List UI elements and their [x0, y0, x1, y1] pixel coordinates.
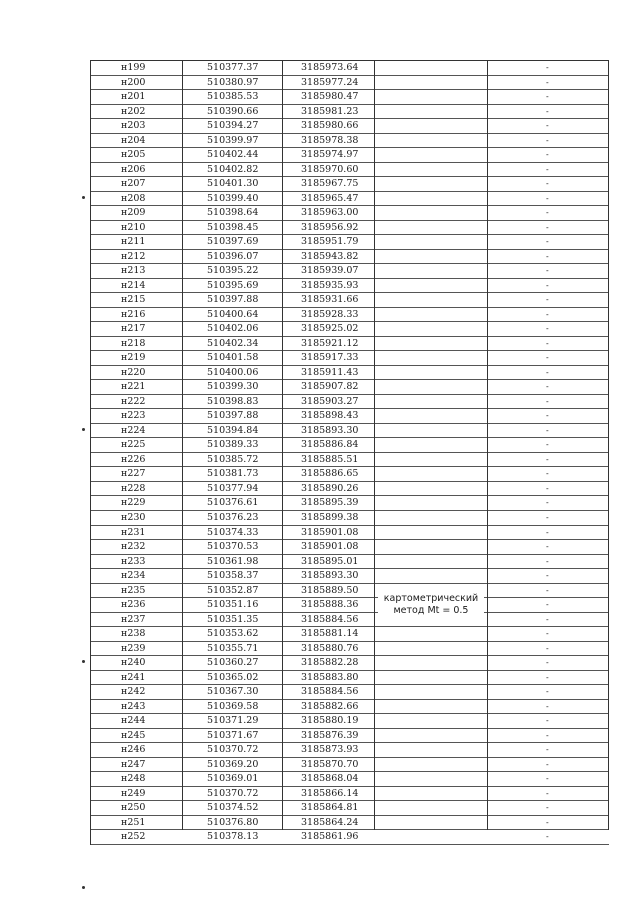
x-coordinate-cell: 510398.83	[207, 395, 259, 407]
mark-cell: -	[546, 309, 549, 319]
x-coordinate-cell: 510395.69	[207, 279, 259, 291]
punch-mark	[82, 196, 85, 199]
table-row	[91, 700, 609, 715]
point-id-cell: н248	[121, 773, 146, 785]
x-coordinate-cell: 510380.97	[207, 76, 259, 88]
mark-cell: -	[546, 266, 549, 276]
mark-cell: -	[546, 759, 549, 769]
x-coordinate-cell: 510400.64	[207, 308, 259, 320]
y-coordinate-cell: 3185882.66	[301, 700, 359, 712]
x-coordinate-cell: 510371.29	[207, 715, 259, 727]
point-id-cell: н219	[121, 352, 146, 364]
x-coordinate-cell: 510367.30	[207, 686, 259, 698]
x-coordinate-cell: 510399.30	[207, 381, 259, 393]
y-coordinate-cell: 3185980.66	[301, 120, 359, 132]
point-id-cell: н232	[121, 541, 146, 553]
mark-cell: -	[546, 367, 549, 377]
mark-cell: -	[546, 701, 549, 711]
point-id-cell: н206	[121, 163, 146, 175]
point-id-cell: н220	[121, 366, 146, 378]
y-coordinate-cell: 3185886.84	[301, 439, 359, 451]
x-coordinate-cell: 510377.37	[207, 62, 259, 73]
x-coordinate-cell: 510369.01	[207, 773, 259, 785]
x-coordinate-cell: 510397.88	[207, 294, 259, 306]
y-coordinate-cell: 3185951.79	[301, 236, 359, 248]
point-id-cell: н222	[121, 395, 146, 407]
y-coordinate-cell: 3185973.64	[301, 62, 359, 73]
x-coordinate-cell: 510390.66	[207, 105, 259, 117]
point-id-cell: н229	[121, 497, 146, 509]
mark-cell: -	[546, 324, 549, 334]
table-row	[91, 148, 609, 163]
table-row	[91, 729, 609, 744]
point-id-cell: н244	[121, 715, 146, 727]
point-id-cell: н208	[121, 192, 146, 204]
table-row	[91, 380, 609, 395]
x-coordinate-cell: 510394.27	[207, 120, 259, 132]
y-coordinate-cell: 3185978.38	[301, 134, 359, 146]
point-id-cell: н245	[121, 729, 146, 741]
point-id-cell: н218	[121, 337, 146, 349]
point-id-cell: н226	[121, 453, 146, 465]
method-line-1: картометрический	[383, 593, 479, 604]
y-coordinate-cell: 3185963.00	[301, 207, 359, 219]
y-coordinate-cell: 3185907.82	[301, 381, 359, 393]
table-row	[91, 192, 609, 207]
table-row	[91, 656, 609, 671]
y-coordinate-cell: 3185895.39	[301, 497, 359, 509]
table-row	[91, 801, 609, 816]
mark-cell: -	[546, 237, 549, 247]
point-id-cell: н250	[121, 802, 146, 814]
x-coordinate-cell: 510355.71	[207, 642, 259, 654]
point-id-cell: н240	[121, 657, 146, 669]
mark-cell: -	[546, 382, 549, 392]
mark-cell: -	[546, 600, 549, 610]
column-divider	[374, 60, 375, 830]
x-coordinate-cell: 510376.61	[207, 497, 259, 509]
mark-cell: -	[546, 571, 549, 581]
column-divider	[282, 60, 283, 830]
point-id-cell: н249	[121, 787, 146, 799]
mark-cell: -	[546, 774, 549, 784]
table-row	[91, 279, 609, 294]
table-row	[91, 816, 609, 831]
mark-cell: -	[546, 411, 549, 421]
point-id-cell: н239	[121, 642, 146, 654]
point-id-cell: н202	[121, 105, 146, 117]
point-id-cell: н205	[121, 149, 146, 161]
x-coordinate-cell: 510402.82	[207, 163, 259, 175]
y-coordinate-cell: 3185866.14	[301, 787, 359, 799]
mark-cell: -	[546, 251, 549, 261]
y-coordinate-cell: 3185928.33	[301, 308, 359, 320]
x-coordinate-cell: 510398.45	[207, 221, 259, 233]
table-row	[91, 250, 609, 265]
mark-cell: -	[546, 454, 549, 464]
table-row	[91, 322, 609, 337]
y-coordinate-cell: 3185898.43	[301, 410, 359, 422]
y-coordinate-cell: 3185911.43	[301, 366, 359, 378]
y-coordinate-cell: 3185883.80	[301, 671, 359, 683]
point-id-cell: н234	[121, 570, 146, 582]
table-row	[91, 467, 609, 482]
x-coordinate-cell: 510351.35	[207, 613, 259, 625]
y-coordinate-cell: 3185977.24	[301, 76, 359, 88]
point-id-cell: н207	[121, 178, 146, 190]
y-coordinate-cell: 3185880.76	[301, 642, 359, 654]
y-coordinate-cell: 3185870.70	[301, 758, 359, 770]
mark-cell: -	[546, 208, 549, 218]
point-id-cell: н221	[121, 381, 146, 393]
point-id-cell: н252	[121, 831, 146, 843]
mark-cell: -	[546, 832, 549, 842]
x-coordinate-cell: 510396.07	[207, 250, 259, 262]
y-coordinate-cell: 3185917.33	[301, 352, 359, 364]
table-row	[91, 758, 609, 773]
mark-cell: -	[546, 643, 549, 653]
y-coordinate-cell: 3185885.51	[301, 453, 359, 465]
point-id-cell: н251	[121, 816, 146, 828]
mark-cell: -	[546, 745, 549, 755]
y-coordinate-cell: 3185876.39	[301, 729, 359, 741]
table-row	[91, 642, 609, 657]
y-coordinate-cell: 3185893.30	[301, 424, 359, 436]
point-id-cell: н224	[121, 424, 146, 436]
y-coordinate-cell: 3185895.01	[301, 555, 359, 567]
x-coordinate-cell: 510374.52	[207, 802, 259, 814]
point-id-cell: н228	[121, 482, 146, 494]
table-row	[91, 714, 609, 729]
y-coordinate-cell: 3185931.66	[301, 294, 359, 306]
y-coordinate-cell: 3185899.38	[301, 511, 359, 523]
y-coordinate-cell: 3185886.65	[301, 468, 359, 480]
point-id-cell: н241	[121, 671, 146, 683]
mark-cell: -	[546, 803, 549, 813]
x-coordinate-cell: 510370.72	[207, 744, 259, 756]
mark-cell: -	[546, 817, 549, 827]
y-coordinate-cell: 3185890.26	[301, 482, 359, 494]
mark-cell: -	[546, 730, 549, 740]
mark-cell: -	[546, 396, 549, 406]
y-coordinate-cell: 3185873.93	[301, 744, 359, 756]
x-coordinate-cell: 510369.20	[207, 758, 259, 770]
mark-cell: -	[546, 280, 549, 290]
x-coordinate-cell: 510394.84	[207, 424, 259, 436]
point-id-cell: н204	[121, 134, 146, 146]
table-row	[91, 119, 609, 134]
table-row	[91, 584, 609, 599]
mark-cell: -	[546, 469, 549, 479]
point-id-cell: н246	[121, 744, 146, 756]
y-coordinate-cell: 3185864.24	[301, 816, 359, 828]
table-row	[91, 482, 609, 497]
x-coordinate-cell: 510400.06	[207, 366, 259, 378]
table-row	[91, 438, 609, 453]
x-coordinate-cell: 510401.58	[207, 352, 259, 364]
mark-cell: -	[546, 440, 549, 450]
x-coordinate-cell: 510397.69	[207, 236, 259, 248]
table-row	[91, 540, 609, 555]
table-row	[91, 830, 609, 845]
table-row	[91, 743, 609, 758]
y-coordinate-cell: 3185868.04	[301, 773, 359, 785]
mark-cell: -	[546, 527, 549, 537]
method-line-2: метод Mt = 0.5	[393, 605, 469, 616]
y-coordinate-cell: 3185967.75	[301, 178, 359, 190]
table-row	[91, 598, 609, 613]
mark-cell: -	[546, 353, 549, 363]
table-row	[91, 337, 609, 352]
table-row	[91, 61, 609, 76]
table-row	[91, 555, 609, 570]
mark-cell: -	[546, 150, 549, 160]
y-coordinate-cell: 3185901.08	[301, 526, 359, 538]
point-id-cell: н233	[121, 555, 146, 567]
table-row	[91, 264, 609, 279]
table-row	[91, 424, 609, 439]
y-coordinate-cell: 3185939.07	[301, 265, 359, 277]
x-coordinate-cell: 510398.64	[207, 207, 259, 219]
table-row	[91, 134, 609, 149]
point-id-cell: н210	[121, 221, 146, 233]
x-coordinate-cell: 510399.97	[207, 134, 259, 146]
y-coordinate-cell: 3185974.97	[301, 149, 359, 161]
mark-cell: -	[546, 788, 549, 798]
point-id-cell: н214	[121, 279, 146, 291]
point-id-cell: н243	[121, 700, 146, 712]
table-row	[91, 351, 609, 366]
column-divider	[182, 60, 183, 830]
mark-cell: -	[546, 483, 549, 493]
point-id-cell: н238	[121, 628, 146, 640]
column-divider	[608, 60, 609, 830]
point-id-cell: н203	[121, 120, 146, 132]
mark-cell: -	[546, 338, 549, 348]
x-coordinate-cell: 510360.27	[207, 657, 259, 669]
x-coordinate-cell: 510370.72	[207, 787, 259, 799]
point-id-cell: н209	[121, 207, 146, 219]
table-row	[91, 90, 609, 105]
point-id-cell: н227	[121, 468, 146, 480]
point-id-cell: н247	[121, 758, 146, 770]
table-row	[91, 177, 609, 192]
mark-cell: -	[546, 687, 549, 697]
y-coordinate-cell: 3185882.28	[301, 657, 359, 669]
table-row	[91, 76, 609, 91]
point-id-cell: н199	[121, 62, 146, 73]
x-coordinate-cell: 510376.80	[207, 816, 259, 828]
point-id-cell: н217	[121, 323, 146, 335]
point-id-cell: н212	[121, 250, 146, 262]
punch-mark	[82, 428, 85, 431]
x-coordinate-cell: 510402.44	[207, 149, 259, 161]
point-id-cell: н230	[121, 511, 146, 523]
mark-cell: -	[546, 193, 549, 203]
table-row	[91, 163, 609, 178]
x-coordinate-cell: 510353.62	[207, 628, 259, 640]
mark-cell: -	[546, 629, 549, 639]
table-row	[91, 235, 609, 250]
x-coordinate-cell: 510397.88	[207, 410, 259, 422]
x-coordinate-cell: 510361.98	[207, 555, 259, 567]
method-note	[378, 593, 484, 617]
table-row	[91, 293, 609, 308]
table-row	[91, 395, 609, 410]
y-coordinate-cell: 3185884.56	[301, 613, 359, 625]
point-id-cell: н213	[121, 265, 146, 277]
coordinates-table	[90, 60, 609, 845]
mark-cell: -	[546, 425, 549, 435]
point-id-cell: н211	[121, 236, 146, 248]
x-coordinate-cell: 510374.33	[207, 526, 259, 538]
point-id-cell: н242	[121, 686, 146, 698]
y-coordinate-cell: 3185925.02	[301, 323, 359, 335]
table-row	[91, 787, 609, 802]
x-coordinate-cell: 510365.02	[207, 671, 259, 683]
mark-cell: -	[546, 135, 549, 145]
x-coordinate-cell: 510395.22	[207, 265, 259, 277]
mark-cell: -	[546, 585, 549, 595]
mark-cell: -	[546, 164, 549, 174]
point-id-cell: н237	[121, 613, 146, 625]
point-id-cell: н216	[121, 308, 146, 320]
mark-cell: -	[546, 556, 549, 566]
mark-cell: -	[546, 512, 549, 522]
table-row	[91, 671, 609, 686]
x-coordinate-cell: 510385.53	[207, 91, 259, 103]
point-id-cell: н235	[121, 584, 146, 596]
table-row	[91, 496, 609, 511]
table-row	[91, 627, 609, 642]
point-id-cell: н201	[121, 91, 146, 103]
x-coordinate-cell: 510377.94	[207, 482, 259, 494]
y-coordinate-cell: 3185861.96	[301, 831, 359, 843]
y-coordinate-cell: 3185965.47	[301, 192, 359, 204]
table-row	[91, 526, 609, 541]
x-coordinate-cell: 510369.58	[207, 700, 259, 712]
y-coordinate-cell: 3185864.81	[301, 802, 359, 814]
mark-cell: -	[546, 222, 549, 232]
y-coordinate-cell: 3185981.23	[301, 105, 359, 117]
x-coordinate-cell: 510358.37	[207, 570, 259, 582]
table-row	[91, 685, 609, 700]
y-coordinate-cell: 3185970.60	[301, 163, 359, 175]
table-row	[91, 511, 609, 526]
mark-cell: -	[546, 121, 549, 131]
mark-cell: -	[546, 658, 549, 668]
x-coordinate-cell: 510402.34	[207, 337, 259, 349]
x-coordinate-cell: 510389.33	[207, 439, 259, 451]
x-coordinate-cell: 510378.13	[207, 831, 259, 843]
y-coordinate-cell: 3185881.14	[301, 628, 359, 640]
y-coordinate-cell: 3185956.92	[301, 221, 359, 233]
column-divider	[487, 60, 488, 830]
x-coordinate-cell: 510385.72	[207, 453, 259, 465]
mark-cell: -	[546, 295, 549, 305]
x-coordinate-cell: 510402.06	[207, 323, 259, 335]
x-coordinate-cell: 510370.53	[207, 541, 259, 553]
point-id-cell: н215	[121, 294, 146, 306]
table-row	[91, 613, 609, 628]
table-row	[91, 366, 609, 381]
table-row	[91, 308, 609, 323]
punch-mark	[82, 660, 85, 663]
mark-cell: -	[546, 179, 549, 189]
y-coordinate-cell: 3185980.47	[301, 91, 359, 103]
x-coordinate-cell: 510399.40	[207, 192, 259, 204]
mark-cell: -	[546, 498, 549, 508]
point-id-cell: н223	[121, 410, 146, 422]
punch-mark	[82, 886, 85, 889]
table-row	[91, 453, 609, 468]
mark-cell: -	[546, 716, 549, 726]
point-id-cell: н225	[121, 439, 146, 451]
y-coordinate-cell: 3185935.93	[301, 279, 359, 291]
y-coordinate-cell: 3185884.56	[301, 686, 359, 698]
point-id-cell: н236	[121, 599, 146, 611]
mark-cell: -	[546, 92, 549, 102]
y-coordinate-cell: 3185901.08	[301, 541, 359, 553]
mark-cell: -	[546, 672, 549, 682]
y-coordinate-cell: 3185921.12	[301, 337, 359, 349]
mark-cell: -	[546, 77, 549, 87]
table-row	[91, 221, 609, 236]
table-row	[91, 105, 609, 120]
y-coordinate-cell: 3185880.19	[301, 715, 359, 727]
x-coordinate-cell: 510376.23	[207, 511, 259, 523]
y-coordinate-cell: 3185893.30	[301, 570, 359, 582]
x-coordinate-cell: 510352.87	[207, 584, 259, 596]
table-row	[91, 772, 609, 787]
mark-cell: -	[546, 614, 549, 624]
x-coordinate-cell: 510351.16	[207, 599, 259, 611]
point-id-cell: н200	[121, 76, 146, 88]
mark-cell: -	[546, 542, 549, 552]
y-coordinate-cell: 3185889.50	[301, 584, 359, 596]
y-coordinate-cell: 3185943.82	[301, 250, 359, 262]
table-row	[91, 569, 609, 584]
x-coordinate-cell: 510401.30	[207, 178, 259, 190]
x-coordinate-cell: 510381.73	[207, 468, 259, 480]
table-row	[91, 409, 609, 424]
mark-cell: -	[546, 63, 549, 72]
point-id-cell: н231	[121, 526, 146, 538]
y-coordinate-cell: 3185888.36	[301, 599, 359, 611]
y-coordinate-cell: 3185903.27	[301, 395, 359, 407]
x-coordinate-cell: 510371.67	[207, 729, 259, 741]
mark-cell: -	[546, 106, 549, 116]
table-row	[91, 206, 609, 221]
